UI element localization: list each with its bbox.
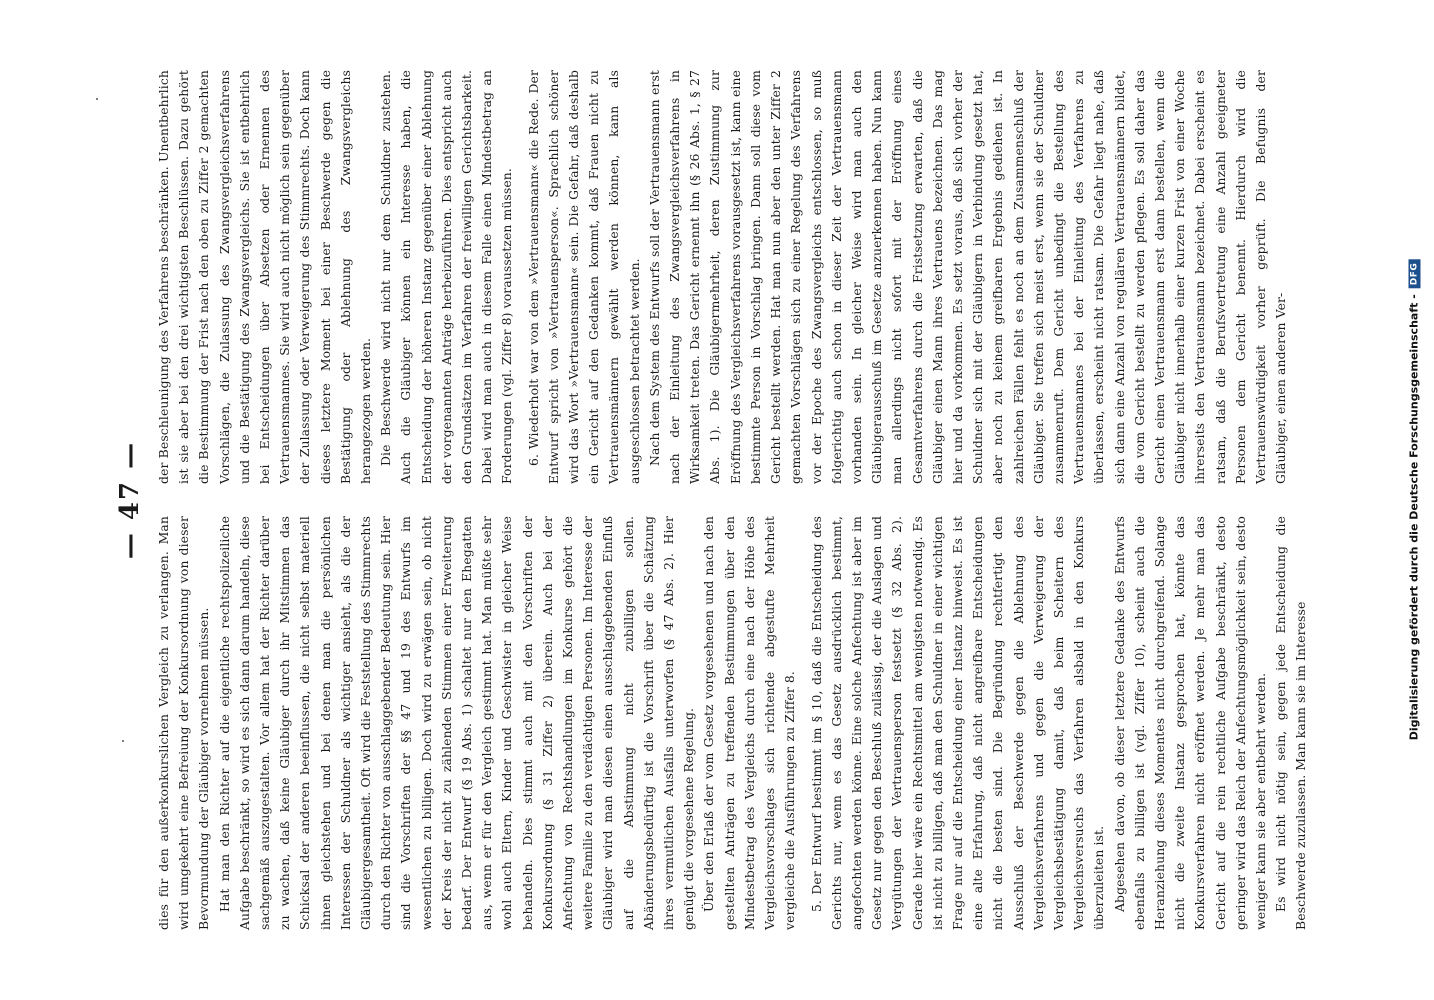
left-column [154, 516, 1309, 930]
paragraph: Abgesehen davon, ob dieser letztere Gedanke des Entwurfs ebenfalls zu billigen ist (vgl. Ziffer 10), scheint auch die Heranziehung dieses Momentes nicht durchgreifend. Solange nicht die zweite Instanz gesprochen hat, könnte das Konkursverfahren nicht eröffnet werden. Je mehr man das Gericht auf die rein rechtliche Aufgabe beschränkt, desto geringer wird das Reich der Anfechtungsmöglichkeit sein, desto weniger kann sie aber entbehrt werden. [1111, 516, 1268, 930]
paragraph: Es wird nicht nötig sein, gegen jede Entscheidung die Beschwerde zuzulassen. Man kann sie im Interesse [1273, 516, 1309, 930]
paragraph: 5. Der Entwurf bestimmt im § 10, daß die Entscheidung des Gerichts nur, wenn es das Gesetz ausdrücklich bestimmt, angefochten werden könne. Eine solche Anfechtung ist aber im Gesetz nur gegen den Beschluß zulässig, der die Auslagen und Vergütungen der Vertrauensperson festsetzt (§ 32 Abs. 2). Gerade hier wäre ein Rechtsmittel am wenigsten notwendig. Es ist nicht zu billigen, daß man den Schuldner in einer wichtigen Frage nur auf die Entscheidung einer Instanz hinweist. Es ist eine alte Erfahrung, daß nicht angreifbare Entscheidungen nicht die besten sind. Die Begründung rechtfertigt den Ausschluß der Beschwerde gegen die Ablehnung des Vergleichsverfahrens und gegen die Verweigerung der Vergleichsbestätigung damit, daß beim Scheitern des Vergleichsversuchs das Verfahren alsbald in den Konkurs überzuleiten ist. [808, 516, 1107, 930]
scan-speck [96, 98, 98, 100]
paragraph: dies für den außerkonkurslichen Vergleich zu verlangen. Man wird umgekehrt eine Befreiung der Konkursordnung von dieser Bevormundung der Gläubiger vornehmen müssen. [156, 516, 212, 930]
dfg-logo: DFG [1408, 260, 1420, 289]
scan-speck [122, 740, 124, 742]
digitization-credit [1408, 260, 1421, 741]
paragraph: 6. Wiederholt war von dem »Vertrauensmann« die Rede. Der Entwurf spricht von »Vertrauensperson«. Sprachlich schöner wird das Wort »Vertrauensmann« sein. Die Gefahr, daß deshalb ein Gericht auf den Gedanken kommt, daß Frauen nicht zu Vertrauensmännern gewählt werden können, kann als ausgeschlossen betrachtet werden. [525, 70, 642, 484]
paragraph: Hat man den Richter auf die eigentliche rechtspolizeiliche Aufgabe beschränkt, so wird es sich dann darum handeln, diese sachgemäß auszugestalten. Vor allem hat der Richter darüber zu wachen, daß keine Gläubiger durch ihr Mitstimmen das Schicksal der anderen beeinflussen, die nicht selbst materiell ihnen gleichstehen und bei denen man die persönlichen Interessen der Schuldner als wichtiger ansieht, als die der Gläubigergesamtheit. Oft wird die Feststellung des Stimmrechts durch den Richter von ausschlaggebender Bedeutung sein. Hier sind die Vorschriften der §§ 47 und 19 des Entwurfs im wesentlichen zu billigen. Doch wird zu erwägen sein, ob nicht der Kreis der nicht zu zählenden Stimmen einer Erweiterung bedarf. Der Entwurf (§ 19 Abs. 1) schaltet nur den Ehegatten aus, wenn er für den Vergleich gestimmt hat. Man müßte sehr wohl auch Eltern, Kinder und Geschwister in gleicher Weise behandeln. Dies stimmt auch mit den Vorschriften der Konkursordnung (§ 31 Ziffer 2) überein. Auch bei der Anfechtung von Rechtshandlungen im Konkurse gehört die weitere Familie zu den verdächtigen Personen. Im Interesse der Gläubiger wird man diesen einen ausschlaggebenden Einfluß auf die Abstimmung nicht zubilligen sollen. Abänderungsbedürftig ist die Vorschrift über die Schätzung ihres vermutlichen Ausfalls unterworfen (§ 47 Abs. 2). Hier genügt die vorgesehene Regelung. [216, 516, 697, 930]
page-number: — 47 — [115, 440, 145, 560]
paragraph: der Beschleunigung des Verfahrens beschränken. Unentbehrlich ist sie aber bei den drei wichtigsten Beschlüssen. Dazu gehört die Bestimmung der Frist nach den oben zu Ziffer 2 gemachten Vorschlägen, die Zulassung des Zwangsvergleichsverfahrens und die Bestätigung des Zwangsvergleichs. Sie ist entbehrlich bei Entscheidungen über Absetzen oder Ernennen des Vertrauensmannes. Sie wird auch nicht möglich sein gegenüber der Zulassung oder Verweigerung des Stimmrechts. Doch kann dieses letztere Moment bei einer Beschwerde gegen die Bestätigung oder Ablehnung des Zwangsvergleichs herangezogen werden. [156, 70, 374, 484]
paragraph: Nach dem System des Entwurfs soll der Vertrauensmann erst nach der Einleitung des Zwangsvergleichsverfahrens in Wirksamkeit treten. Das Gericht ernennt ihn (§ 26 Abs. 1, § 27 Abs. 1). Die Gläubigermehrheit, deren Zustimmung zur Eröffnung des Vergleichsverfahrens vorausgesetzt ist, kann eine bestimmte Person in Vorschlag bringen. Dann soll diese vom Gericht bestellt werden. Hat man nun aber den unter Ziffer 2 gemachten Vorschlägen sich zu einer Regelung des Verfahrens vor der Epoche des Zwangsvergleichs entschlossen, so muß folgerichtig auch schon in dieser Zeit der Vertrauensmann vorhanden sein. In gleicher Weise wird man auch den Gläubigerausschuß im Gesetze anzuerkennen haben. Nun kann man allerdings nicht sofort mit der Eröffnung eines Gesamtverfahrens durch die Fristsetzung erwarten, daß die Gläubiger einen Mann ihres Vertrauens bezeichnen. Das mag hier und da vorkommen. Es setzt voraus, daß sich vorher der Schuldner sich mit der Gläubigern in Verbindung gesetzt hat, aber noch zu keinem greifbaren Ergebnis gediehen ist. In zahlreichen Fällen fehlt es noch an dem Zusammenschluß der Gläubiger. Sie treffen sich meist erst, wenn sie der Schuldner zusammenruft. Dem Gericht unbedingt die Bestellung des Vertrauensmannes bei der Einleitung des Verfahrens zu überlassen, erscheint nicht ratsam. Die Gefahr liegt nahe, daß sich dann eine Anzahl von regulären Vertrauensmännern bildet, die vom Gericht bestellt zu werden pflegen. Es soll daher das Gericht einen Vertrauensmann erst dann bestellen, wenn die Gläubiger nicht innerhalb einer kurzen Frist von einer Woche ihrerseits den Vertrauensmann bezeichnet. Dabei erscheint es ratsam, daß die Berufsvertretung eine Anzahl geeigneter Personen dem Gericht benennt. Hierdurch wird die Vertrauenswürdigkeit vorher geprüft. Die Befugnis der Gläubiger, einen anderen Ver- [646, 70, 1289, 484]
document-page [110, 70, 1309, 930]
paragraph: Über den Erlaß der vom Gesetz vorgesehenen und nach den gestellten Anträgen zu treffenden Bestimmungen über den Mindestbetrag des Vergleichs durch eine nach der Höhe des Vergleichsvorschlages sich richtende abgestufte Mehrheit vergleiche die Ausführungen zu Ziffer 8. [701, 516, 798, 930]
credit-text: Digitalisierung gefördert durch die Deutsche Forschungsgemeinschaft - [1407, 294, 1421, 741]
text-columns [154, 70, 1309, 930]
paragraph: Die Beschwerde wird nicht nur dem Schuldner zustehen. Auch die Gläubiger können ein Interesse haben, die Entscheidung der höheren Instanz gegenüber einer Ablehnung der vorgenannten Anträge herbeizuführen. Dies entspricht auch den Grundsätzen im Verfahren der freiwilligen Gerichtsbarkeit. Dabei wird man auch in diesem Falle einen Mindestbetrag an Forderungen (vgl. Ziffer 8) voraussetzen müssen. [378, 70, 515, 484]
right-column [154, 70, 1289, 484]
